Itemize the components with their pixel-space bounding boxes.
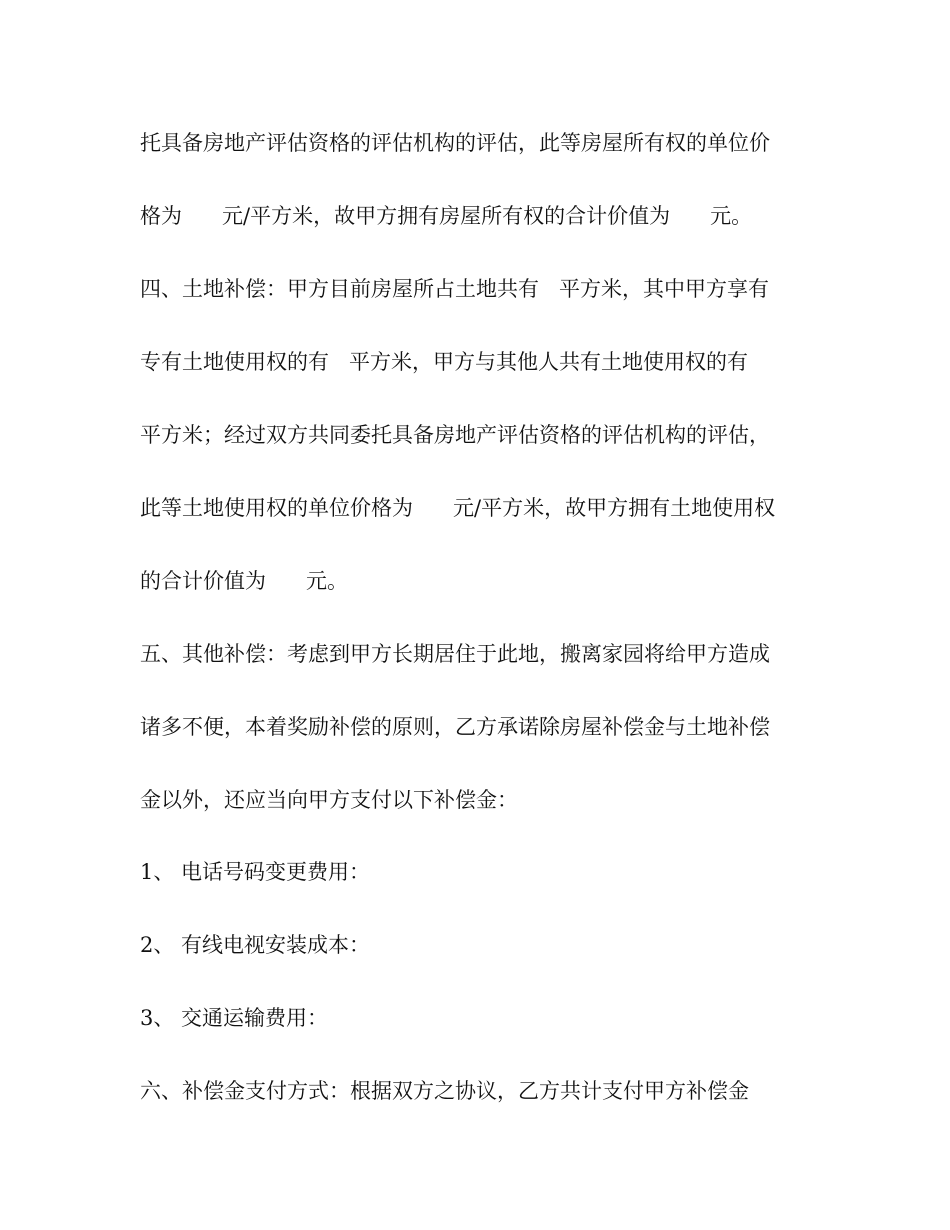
text-line: 托具备房地产评估资格的评估机构的评估，此等房屋所有权的单位价 <box>140 131 770 155</box>
list-item: 2、 有线电视安装成本： <box>140 933 371 957</box>
text-line: 六、补偿金支付方式：根据双方之协议，乙方共计支付甲方补偿金 <box>140 1079 749 1103</box>
text-line: 四、土地补偿：甲方目前房屋所占土地共有 平方米，其中甲方享有 <box>140 277 770 301</box>
text-line: 专有土地使用权的有 平方米，甲方与其他人共有土地使用权的有 <box>140 350 749 374</box>
text-line: 平方米；经过双方共同委托具备房地产评估资格的评估机构的评估， <box>140 423 770 447</box>
text-line: 五、其他补偿：考虑到甲方长期居住于此地，搬离家园将给甲方造成 <box>140 642 770 666</box>
text-line: 此等土地使用权的单位价格为 元/平方米，故甲方拥有土地使用权 <box>140 496 776 520</box>
list-item: 3、 交通运输费用： <box>140 1006 329 1030</box>
text-line: 诸多不便，本着奖励补偿的原则，乙方承诺除房屋补偿金与土地补偿 <box>140 715 770 739</box>
list-item: 1、 电话号码变更费用： <box>140 860 371 884</box>
text-line: 格为 元/平方米，故甲方拥有房屋所有权的合计价值为 元。 <box>140 204 753 228</box>
text-line: 的合计价值为 元。 <box>140 569 349 593</box>
text-line: 金以外，还应当向甲方支付以下补偿金： <box>140 788 518 812</box>
